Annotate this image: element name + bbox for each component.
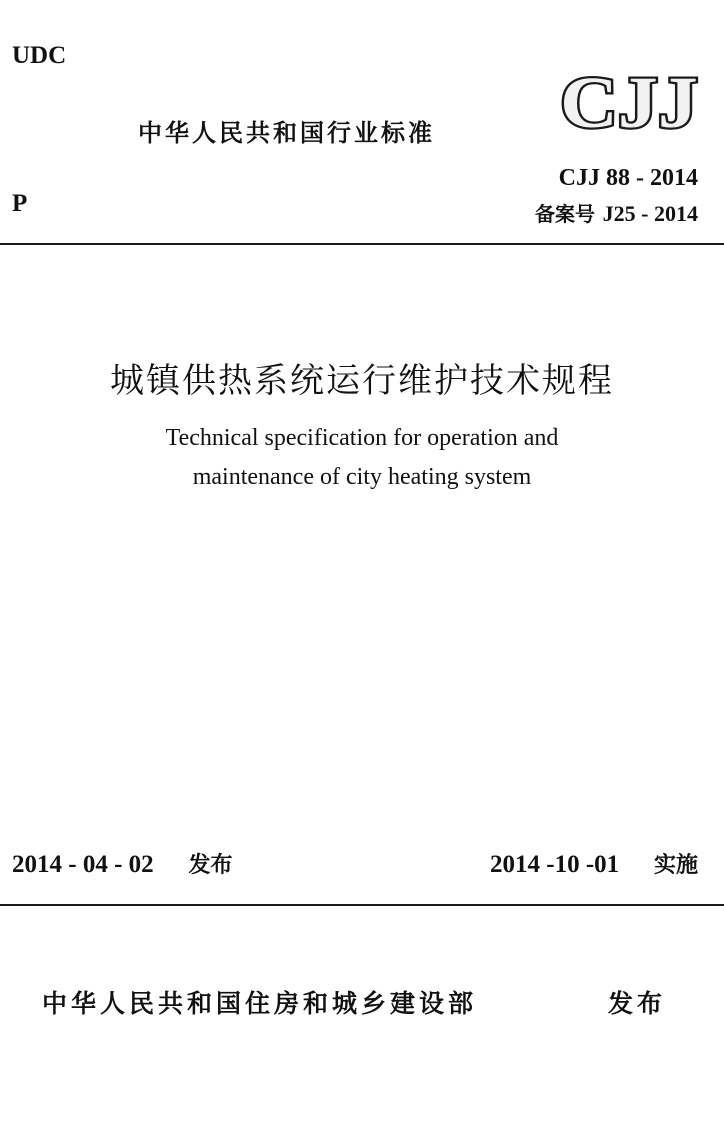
udc-label: UDC bbox=[12, 42, 67, 69]
chinese-title: 城镇供热系统运行维护技术规程 bbox=[110, 361, 614, 401]
implementation-date-line bbox=[490, 848, 698, 879]
standard-number: CJJ 88 - 2014 bbox=[558, 165, 698, 191]
industry-standard-title: 中华人民共和国行业标准 bbox=[138, 119, 435, 147]
implementation-label: 实施 bbox=[653, 853, 698, 878]
record-line bbox=[535, 198, 698, 227]
record-number: J25 - 2014 bbox=[602, 201, 698, 226]
header-divider bbox=[0, 243, 724, 245]
issue-label: 发布 bbox=[188, 853, 233, 878]
implementation-date: 2014 -10 -01 bbox=[490, 851, 620, 878]
logo-text: CJJ bbox=[560, 70, 698, 140]
publisher: 中华人民共和国住房和城乡建设部 bbox=[42, 989, 478, 1018]
english-title-line-2: maintenance of city heating system bbox=[192, 464, 532, 490]
classification-code: P bbox=[12, 190, 28, 217]
record-label: 备案号 bbox=[535, 202, 595, 226]
english-title-line-1: Technical specification for operation and bbox=[165, 425, 559, 451]
cjj-logo-icon bbox=[556, 70, 702, 140]
footer-divider bbox=[0, 904, 724, 906]
publish-action: 发布 bbox=[608, 989, 667, 1018]
issue-date: 2014 - 04 - 02 bbox=[12, 851, 154, 878]
issue-date-line bbox=[12, 848, 233, 879]
